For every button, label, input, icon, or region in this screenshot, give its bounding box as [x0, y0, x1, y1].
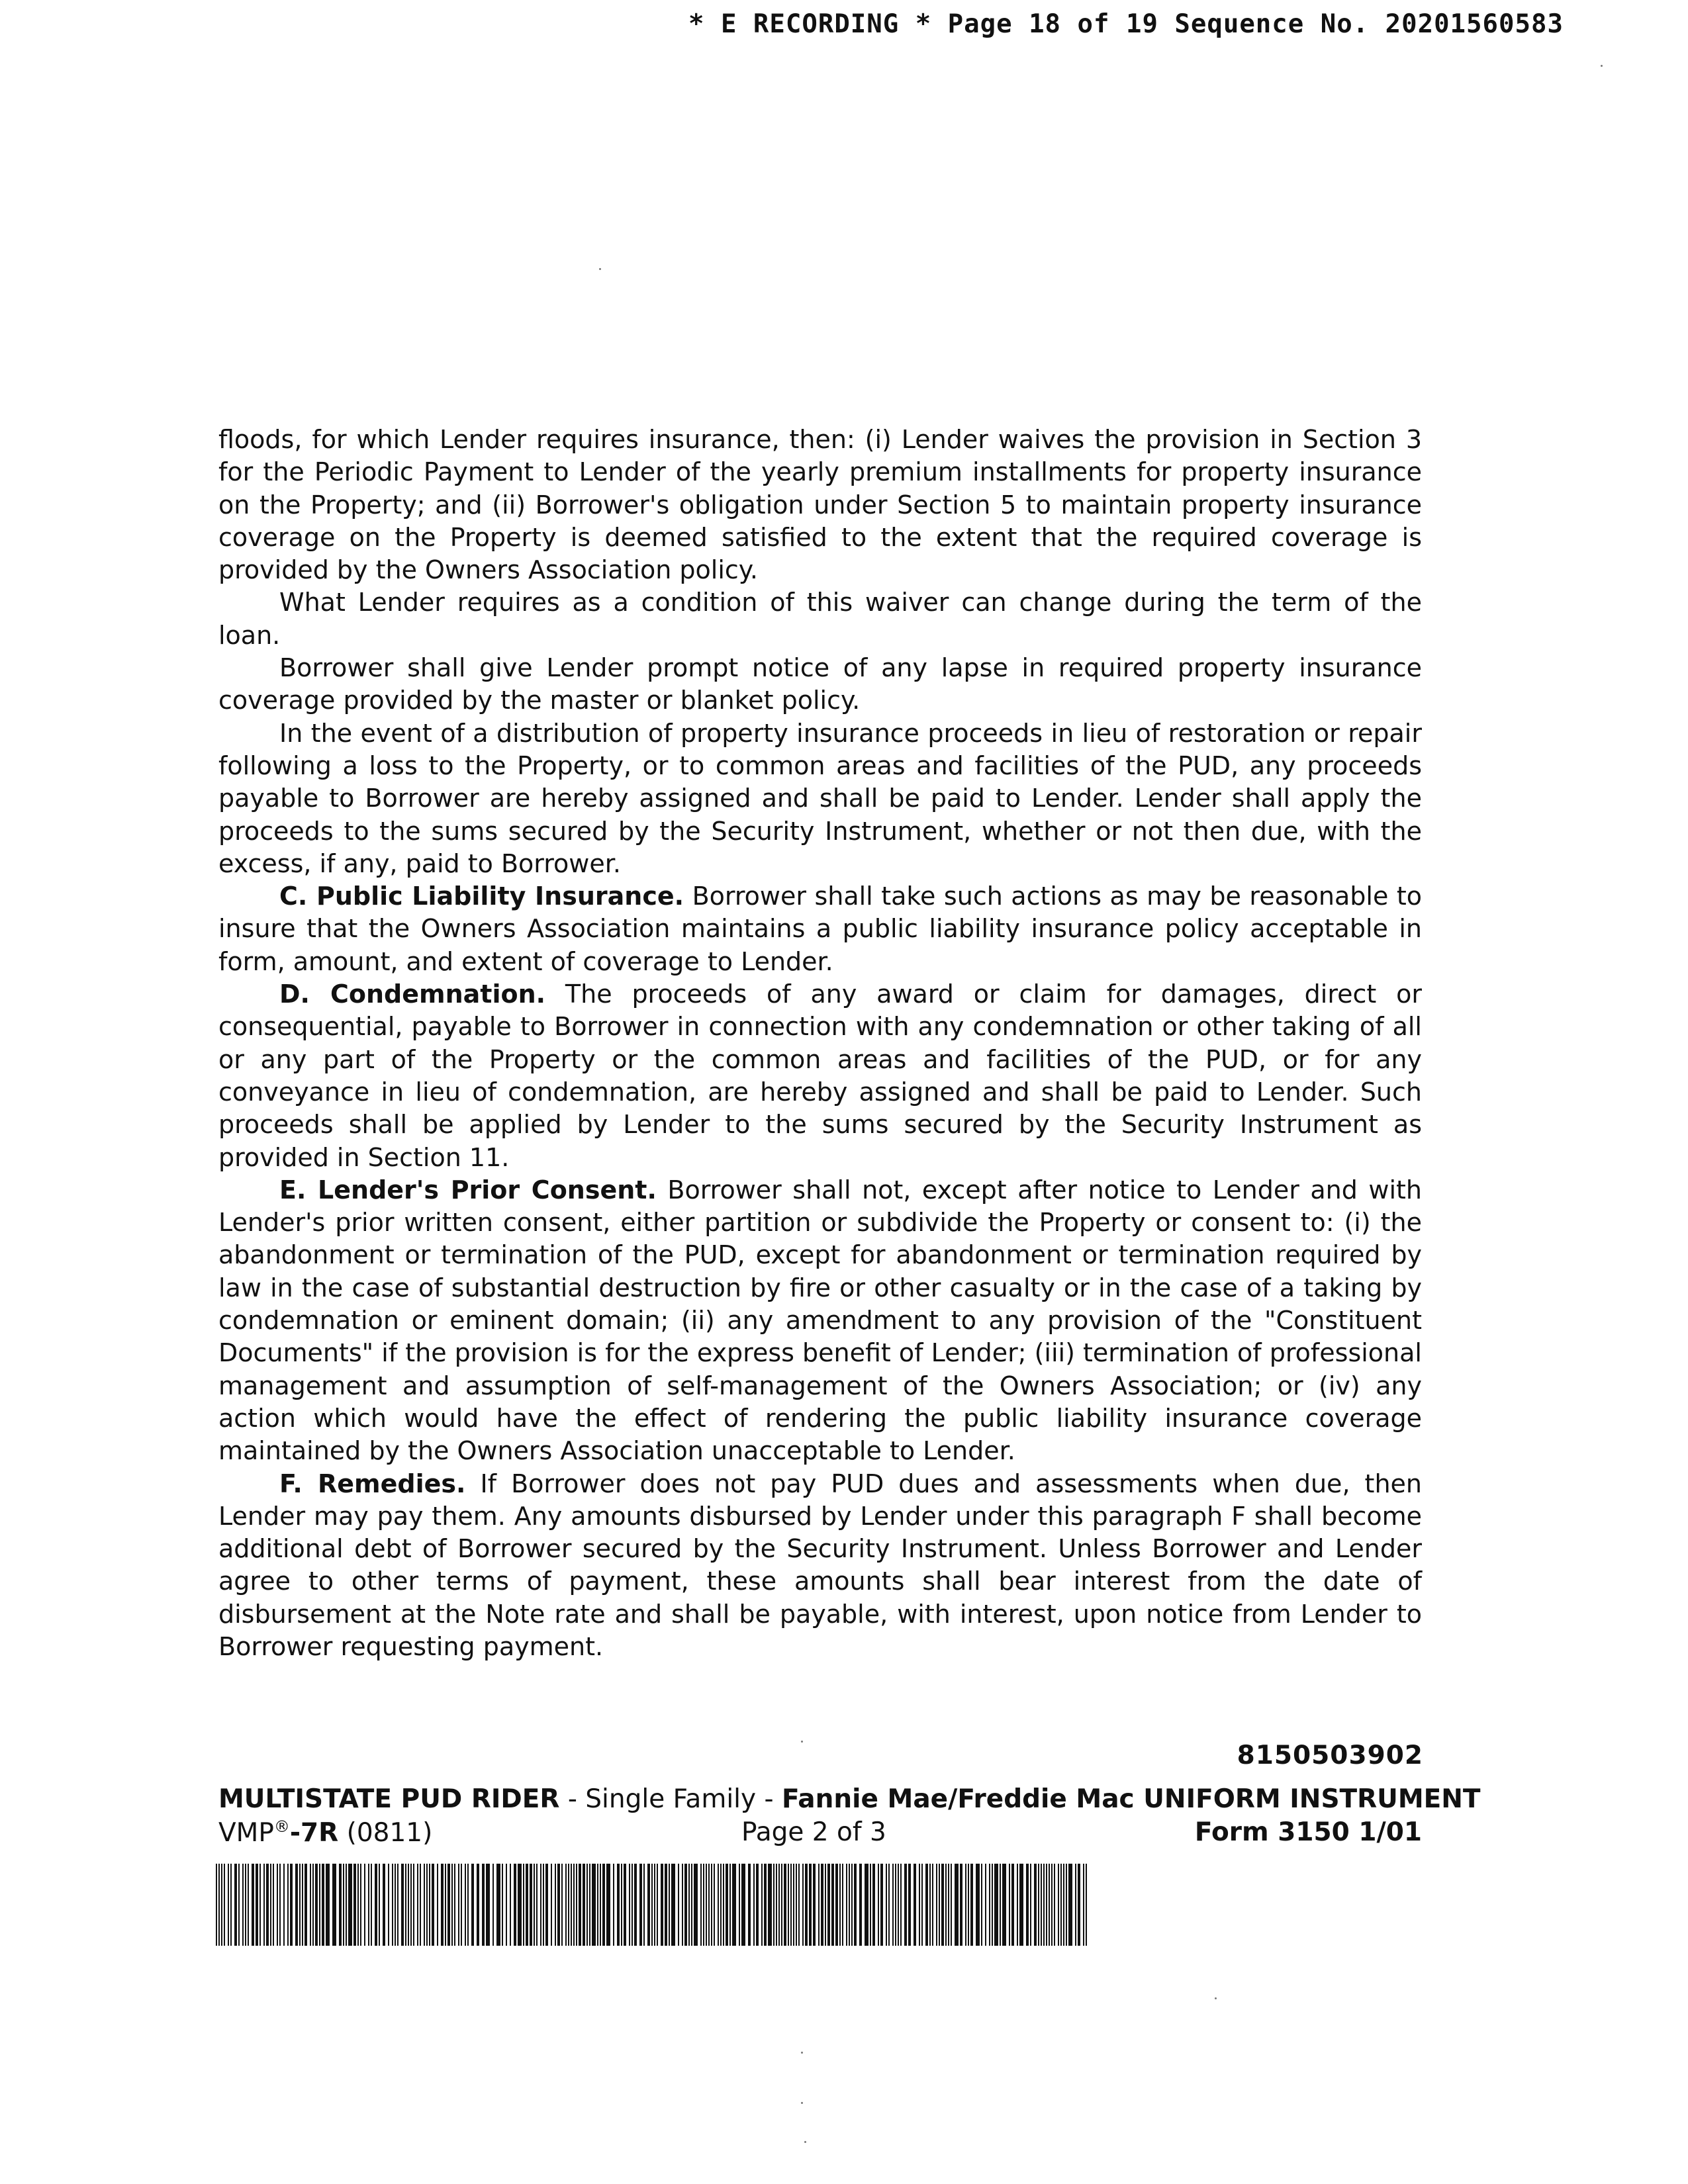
barcode-bar	[888, 1864, 890, 1946]
barcode-bar	[839, 1864, 841, 1946]
barcode-bar	[357, 1864, 359, 1946]
barcode-bar	[536, 1864, 538, 1946]
barcode-bar	[230, 1864, 232, 1946]
barcode-bar	[671, 1864, 675, 1946]
barcode-bar	[809, 1864, 812, 1946]
barcode-bar	[360, 1864, 361, 1946]
barcode-bar	[726, 1864, 728, 1946]
barcode-bar	[252, 1864, 254, 1946]
barcode-bar	[368, 1864, 369, 1946]
barcode-bar	[277, 1864, 278, 1946]
barcode-bar	[1060, 1864, 1062, 1946]
barcode-bar	[1043, 1864, 1045, 1946]
barcode-bar	[870, 1864, 871, 1946]
barcode-bar	[821, 1864, 823, 1946]
barcode-bar	[1046, 1864, 1047, 1946]
barcode-bar	[397, 1864, 399, 1946]
barcode-bar	[784, 1864, 786, 1946]
barcode-bar	[557, 1864, 560, 1946]
scan-speck	[801, 2102, 803, 2104]
barcode-bar	[970, 1864, 973, 1946]
barcode-bar	[263, 1864, 265, 1946]
barcode-bar	[295, 1864, 298, 1946]
recording-stamp: * E RECORDING * Page 18 of 19 Sequence No. 20201560583	[688, 9, 1564, 39]
barcode-bar	[661, 1864, 663, 1946]
barcode-bar	[589, 1864, 590, 1946]
section-f-text: If Borrower does not pay PUD dues and assessments when due, then Lender may pay them. Any amounts disbursed by Lender under this paragraph F shall become additional debt of Borrower secured by the Security Instrument. Unless Borrower and Lender agree to other terms of payment, these amounts shall bear interest from the date of disbursement at the Note rate and shall be payable, with interest, upon notice from Lender to Borrower requesting payment.	[218, 1469, 1422, 1661]
barcode-bar	[322, 1864, 324, 1946]
barcode-bar	[332, 1864, 336, 1946]
barcode-bar	[682, 1864, 683, 1946]
barcode-bar	[408, 1864, 409, 1946]
form-info	[218, 1817, 1422, 1850]
barcode-bar	[388, 1864, 389, 1946]
barcode-bar	[720, 1864, 722, 1946]
document-body	[218, 424, 1422, 1663]
barcode-bar	[315, 1864, 318, 1946]
barcode-bar	[270, 1864, 271, 1946]
barcode-bar	[312, 1864, 314, 1946]
barcode-bar	[827, 1864, 830, 1946]
barcode-bar	[1075, 1864, 1076, 1946]
section-f-heading: F. Remedies.	[279, 1469, 466, 1498]
barcode-bar	[467, 1864, 469, 1946]
barcode-bar	[835, 1864, 838, 1946]
barcode-bar	[639, 1864, 642, 1946]
barcode-bar	[813, 1864, 816, 1946]
barcode-bar	[256, 1864, 258, 1946]
barcode	[216, 1864, 1090, 1946]
barcode-bar	[854, 1864, 857, 1946]
barcode-bar	[248, 1864, 249, 1946]
barcode-bar	[606, 1864, 610, 1946]
barcode-bar	[859, 1864, 862, 1946]
barcode-bar	[992, 1864, 993, 1946]
barcode-bar	[741, 1864, 745, 1946]
barcode-bar	[454, 1864, 455, 1946]
barcode-bar	[706, 1864, 707, 1946]
barcode-bar	[1068, 1864, 1072, 1946]
barcode-bar	[818, 1864, 820, 1946]
barcode-bar	[723, 1864, 724, 1946]
barcode-bar	[632, 1864, 633, 1946]
barcode-bar	[665, 1864, 667, 1946]
vmp-version: (0811)	[338, 1818, 433, 1848]
barcode-bar	[1034, 1864, 1037, 1946]
barcode-bar	[228, 1864, 229, 1946]
barcode-bar	[597, 1864, 598, 1946]
barcode-bar	[420, 1864, 421, 1946]
barcode-bar	[326, 1864, 330, 1946]
barcode-bar	[981, 1864, 982, 1946]
barcode-bar	[451, 1864, 453, 1946]
barcode-bar	[1041, 1864, 1042, 1946]
barcode-bar	[565, 1864, 567, 1946]
section-d	[218, 978, 1422, 1174]
barcode-bar	[886, 1864, 887, 1946]
barcode-bar	[694, 1864, 698, 1946]
barcode-bar	[1017, 1864, 1018, 1946]
barcode-bar	[401, 1864, 404, 1946]
barcode-bar	[908, 1864, 911, 1946]
barcode-bar	[796, 1864, 797, 1946]
barcode-bar	[880, 1864, 883, 1946]
barcode-bar	[669, 1864, 670, 1946]
barcode-bar	[1009, 1864, 1010, 1946]
barcode-bar	[932, 1864, 933, 1946]
barcode-bar	[621, 1864, 622, 1946]
barcode-bar	[968, 1864, 969, 1946]
barcode-bar	[266, 1864, 269, 1946]
form-title-instrument: Fannie Mae/Freddie Mac UNIFORM INSTRUMENT	[781, 1784, 1481, 1814]
barcode-bar	[849, 1864, 850, 1946]
barcode-bar	[496, 1864, 500, 1946]
scan-speck	[801, 1741, 803, 1743]
barcode-bar	[948, 1864, 949, 1946]
barcode-bar	[768, 1864, 772, 1946]
barcode-bar	[955, 1864, 959, 1946]
barcode-bar	[802, 1864, 804, 1946]
barcode-bar	[602, 1864, 605, 1946]
barcode-bar	[392, 1864, 393, 1946]
barcode-bar	[424, 1864, 425, 1946]
registered-mark: ®	[273, 1817, 290, 1836]
barcode-bar	[465, 1864, 466, 1946]
barcode-bar	[514, 1864, 516, 1946]
barcode-bar	[287, 1864, 289, 1946]
barcode-bar	[1051, 1864, 1053, 1946]
barcode-bar	[1066, 1864, 1067, 1946]
barcode-bar	[945, 1864, 947, 1946]
barcode-bar	[510, 1864, 511, 1946]
barcode-bar	[545, 1864, 548, 1946]
barcode-bar	[305, 1864, 307, 1946]
barcode-bar	[1063, 1864, 1064, 1946]
barcode-bar	[534, 1864, 535, 1946]
section-c-text: Borrower shall take such actions as may be reasonable to insure that the Owners Association maintains a public liability insurance policy acceptable in form, amount, and extent of coverage to Lender.	[218, 882, 1422, 976]
barcode-bar	[224, 1864, 225, 1946]
barcode-bar	[842, 1864, 843, 1946]
paragraph-waiver: What Lender requires as a condition of this waiver can change during the term of the loan.	[218, 588, 1422, 650]
barcode-bar	[502, 1864, 503, 1946]
barcode-bar	[951, 1864, 952, 1946]
barcode-bar	[364, 1864, 365, 1946]
barcode-bar	[413, 1864, 414, 1946]
scan-speck	[801, 2052, 803, 2054]
barcode-bar	[904, 1864, 907, 1946]
barcode-bar	[714, 1864, 715, 1946]
barcode-bar	[851, 1864, 853, 1946]
barcode-bar	[756, 1864, 759, 1946]
scan-speck	[1215, 1997, 1217, 1999]
barcode-bar	[976, 1864, 980, 1946]
barcode-bar	[283, 1864, 285, 1946]
barcode-bar	[245, 1864, 246, 1946]
barcode-bar	[395, 1864, 396, 1946]
barcode-bar	[242, 1864, 244, 1946]
barcode-bar	[831, 1864, 834, 1946]
barcode-bar	[753, 1864, 755, 1946]
barcode-bar	[925, 1864, 928, 1946]
section-d-text: The proceeds of any award or claim for damages, direct or consequential, payable to Borrower in connection with any condemnation or other taking of all or any part of the Property or the common areas and facilities of the PUD, or for any conveyance in lieu of condemnation, are hereby assigned and shall be paid to Lender. Such proceeds shall be applied by Lender to the sums secured by the Security Instrument as provided in Section 11.	[218, 979, 1422, 1172]
barcode-bar	[739, 1864, 740, 1946]
barcode-bar	[729, 1864, 731, 1946]
barcode-bar	[1058, 1864, 1059, 1946]
barcode-bar	[492, 1864, 494, 1946]
form-title	[218, 1784, 1481, 1814]
barcode-bar	[383, 1864, 385, 1946]
paragraph-lapse-notice: Borrower shall give Lender prompt notice of any lapse in required property insurance coverage provided by the master or blanket policy.	[218, 653, 1422, 715]
barcode-bar	[892, 1864, 894, 1946]
barcode-bar	[234, 1864, 237, 1946]
barcode-bar	[273, 1864, 274, 1946]
barcode-bar	[895, 1864, 896, 1946]
barcode-bar	[773, 1864, 774, 1946]
barcode-bar	[748, 1864, 751, 1946]
barcode-bar	[788, 1864, 789, 1946]
barcode-bar	[310, 1864, 311, 1946]
barcode-bar	[586, 1864, 588, 1946]
barcode-bar	[279, 1864, 281, 1946]
barcode-bar	[437, 1864, 438, 1946]
section-e	[218, 1174, 1422, 1468]
barcode-bar	[371, 1864, 372, 1946]
vmp-code	[218, 1817, 432, 1848]
barcode-bar	[1083, 1864, 1084, 1946]
barcode-bar	[691, 1864, 692, 1946]
barcode-bar	[299, 1864, 301, 1946]
barcode-bar	[592, 1864, 596, 1946]
barcode-bar	[688, 1864, 690, 1946]
barcode-bar	[600, 1864, 601, 1946]
barcode-bar	[790, 1864, 792, 1946]
section-e-heading: E. Lender's Prior Consent.	[279, 1175, 657, 1205]
barcode-bar	[1086, 1864, 1087, 1946]
barcode-bar	[1002, 1864, 1006, 1946]
barcode-bar	[375, 1864, 377, 1946]
section-e-text: Borrower shall not, except after notice to Lender and with Lender's prior written consent, either partition or subdivide the Property or consent to: (i) the abandonment or termination of the PUD, except for abandonment or termination required by law in the case of substantial destruction by fire or other casualty or in the case of a taking by condemnation or eminent domain; (ii) any amendment to any provision of the "Constituent Documents" if the provision is for the express benefit of Lender; (iii) termination of professional management and assumption of self-management of the Owners Association; or (iv) any action which would have the effect of rendering the public liability insurance coverage maintained by the Owners Association unacceptable to Lender.	[218, 1175, 1422, 1466]
barcode-bar	[872, 1864, 875, 1946]
barcode-bar	[929, 1864, 931, 1946]
barcode-bar	[405, 1864, 406, 1946]
barcode-bar	[989, 1864, 990, 1946]
barcode-bar	[477, 1864, 479, 1946]
barcode-bar	[348, 1864, 352, 1946]
barcode-bar	[776, 1864, 777, 1946]
barcode-bar	[634, 1864, 637, 1946]
barcode-bar	[216, 1864, 217, 1946]
scan-speck	[804, 2141, 806, 2143]
barcode-bar	[711, 1864, 712, 1946]
barcode-bar	[994, 1864, 998, 1946]
paragraph-distribution: In the event of a distribution of property insurance proceeds in lieu of restoration or repair following a loss to the Property, or to common areas and facilities of the PUD, any proceeds payable to Borrower are hereby assigned and shall be paid to Lender. Lender shall apply the proceeds to the sums secured by the Security Instrument, whether or not then due, with the excess, if any, paid to Borrower.	[218, 718, 1422, 878]
barcode-bar	[960, 1864, 962, 1946]
barcode-bar	[1038, 1864, 1039, 1946]
barcode-bar	[936, 1864, 937, 1946]
barcode-bar	[471, 1864, 474, 1946]
barcode-bar	[441, 1864, 444, 1946]
barcode-bar	[417, 1864, 418, 1946]
form-number: Form 3150 1/01	[1194, 1817, 1422, 1847]
barcode-bar	[647, 1864, 650, 1946]
barcode-bar	[624, 1864, 626, 1946]
barcode-bar	[221, 1864, 222, 1946]
barcode-bar	[914, 1864, 916, 1946]
barcode-bar	[458, 1864, 459, 1946]
barcode-bar	[629, 1864, 630, 1946]
barcode-bar	[353, 1864, 356, 1946]
barcode-bar	[573, 1864, 575, 1946]
barcode-bar	[445, 1864, 446, 1946]
form-title-rider: MULTISTATE PUD RIDER	[218, 1784, 560, 1814]
barcode-bar	[238, 1864, 240, 1946]
barcode-bar	[506, 1864, 507, 1946]
barcode-bar	[482, 1864, 485, 1946]
barcode-bar	[793, 1864, 794, 1946]
barcode-bar	[678, 1864, 679, 1946]
barcode-bar	[302, 1864, 303, 1946]
barcode-bar	[568, 1864, 569, 1946]
page-number: Page 2 of 3	[741, 1817, 886, 1847]
barcode-bar	[461, 1864, 462, 1946]
barcode-bar	[290, 1864, 293, 1946]
barcode-bar	[613, 1864, 614, 1946]
barcode-bar	[941, 1864, 944, 1946]
barcode-bar	[518, 1864, 522, 1946]
barcode-bar	[878, 1864, 879, 1946]
barcode-bar	[486, 1864, 490, 1946]
section-c-heading: C. Public Liability Insurance.	[279, 882, 684, 911]
barcode-bar	[576, 1864, 577, 1946]
barcode-bar	[579, 1864, 581, 1946]
vmp-prefix: VMP	[218, 1818, 274, 1848]
barcode-bar	[339, 1864, 342, 1946]
barcode-bar	[346, 1864, 347, 1946]
barcode-bar	[379, 1864, 380, 1946]
barcode-bar	[684, 1864, 687, 1946]
barcode-bar	[764, 1864, 767, 1946]
barcode-bar	[965, 1864, 966, 1946]
scan-speck	[599, 268, 601, 270]
barcode-bar	[900, 1864, 902, 1946]
barcode-bar	[1000, 1864, 1001, 1946]
barcode-bar	[555, 1864, 556, 1946]
barcode-bar	[1078, 1864, 1080, 1946]
barcode-bar	[805, 1864, 808, 1946]
barcode-bar	[708, 1864, 710, 1946]
barcode-bar	[798, 1864, 800, 1946]
barcode-bar	[718, 1864, 719, 1946]
barcode-bar	[643, 1864, 645, 1946]
barcode-bar	[583, 1864, 585, 1946]
barcode-bar	[426, 1864, 428, 1946]
loan-number: 8150503902	[1237, 1741, 1423, 1770]
barcode-bar	[526, 1864, 528, 1946]
barcode-bar	[343, 1864, 344, 1946]
barcode-bar	[432, 1864, 434, 1946]
barcode-bar	[319, 1864, 320, 1946]
barcode-bar	[761, 1864, 763, 1946]
barcode-bar	[1030, 1864, 1031, 1946]
vmp-code-bold: -7R	[289, 1818, 339, 1848]
barcode-bar	[898, 1864, 899, 1946]
barcode-bar	[921, 1864, 923, 1946]
section-f	[218, 1468, 1422, 1664]
barcode-bar	[732, 1864, 736, 1946]
barcode-bar	[561, 1864, 563, 1946]
barcode-bar	[654, 1864, 655, 1946]
barcode-bar	[651, 1864, 653, 1946]
barcode-bar	[530, 1864, 532, 1946]
barcode-bar	[919, 1864, 920, 1946]
barcode-bar	[1011, 1864, 1014, 1946]
barcode-bar	[985, 1864, 986, 1946]
barcode-bar	[1049, 1864, 1050, 1946]
barcode-bar	[657, 1864, 658, 1946]
barcode-bar	[543, 1864, 544, 1946]
scan-speck	[1601, 65, 1603, 67]
barcode-bar	[540, 1864, 541, 1946]
barcode-bar	[551, 1864, 552, 1946]
barcode-bar	[218, 1864, 220, 1946]
barcode-bar	[1054, 1864, 1055, 1946]
section-c	[218, 880, 1422, 978]
barcode-bar	[410, 1864, 412, 1946]
section-d-heading: D. Condemnation.	[279, 979, 546, 1009]
barcode-bar	[1019, 1864, 1023, 1946]
barcode-bar	[939, 1864, 940, 1946]
barcode-bar	[1026, 1864, 1029, 1946]
barcode-bar	[617, 1864, 620, 1946]
barcode-bar	[571, 1864, 572, 1946]
barcode-bar	[778, 1864, 780, 1946]
paragraph-floods: floods, for which Lender requires insurance, then: (i) Lender waives the provision in Section 3 for the Periodic Payment to Lender of the yearly premium installments for property insurance on the Property; and (ii) Borrower's obligation under Section 5 to maintain property insurance coverage on the Property is deemed satisfied to the extent that the required coverage is provided by the Owners Association policy.	[218, 425, 1422, 585]
barcode-bar	[703, 1864, 704, 1946]
barcode-bar	[429, 1864, 430, 1946]
barcode-bar	[846, 1864, 847, 1946]
barcode-bar	[781, 1864, 782, 1946]
barcode-bar	[523, 1864, 524, 1946]
barcode-bar	[447, 1864, 450, 1946]
barcode-bar	[700, 1864, 702, 1946]
barcode-bar	[865, 1864, 868, 1946]
barcode-bar	[259, 1864, 261, 1946]
form-title-family: - Single Family -	[559, 1784, 782, 1814]
barcode-bar	[825, 1864, 826, 1946]
